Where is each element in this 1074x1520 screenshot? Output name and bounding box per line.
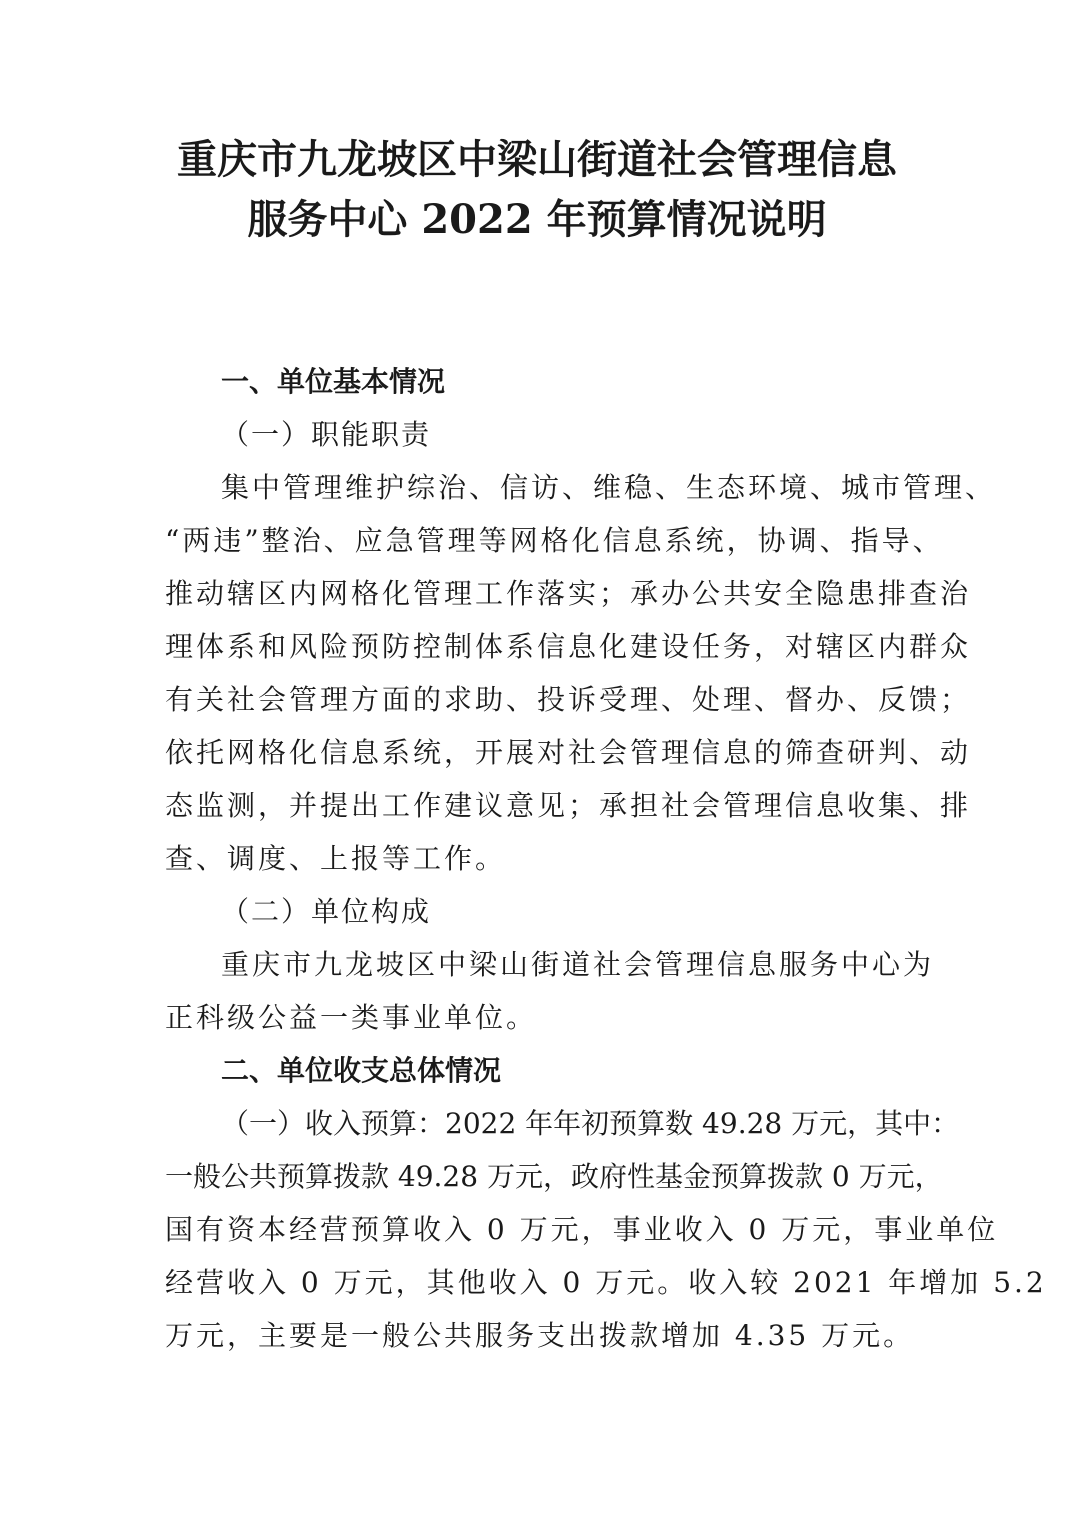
subsection-heading-composition: （二）单位构成 xyxy=(221,895,432,928)
paragraph-line: 一般公共预算拨款 49.28 万元，政府性基金预算拨款 0 万元， xyxy=(165,1160,943,1193)
section-heading-budget-overview: 二、单位收支总体情况 xyxy=(221,1054,502,1087)
paragraph-line: 推动辖区内网格化管理工作落实；承办公共安全隐患排查治 xyxy=(165,577,972,610)
paragraph-line: 查、调度、上报等工作。 xyxy=(165,842,507,875)
paragraph-duties xyxy=(165,461,997,885)
subsection-heading-duties: （一）职能职责 xyxy=(221,418,432,451)
document-title xyxy=(140,130,934,250)
paragraph-line: 经营收入 0 万元，其他收入 0 万元。收入较 2021 年增加 5.2 xyxy=(165,1266,1047,1299)
paragraph-line: 依托网格化信息系统，开展对社会管理信息的筛查研判、动 xyxy=(165,736,972,769)
paragraph-income-budget xyxy=(165,1097,1047,1362)
paragraph-line: “两违”整治、应急管理等网格化信息系统，协调、指导、 xyxy=(165,524,944,557)
paragraph-line: （一）收入预算：2022 年年初预算数 49.28 万元，其中： xyxy=(221,1107,960,1140)
paragraph-line: 态监测，并提出工作建议意见；承担社会管理信息收集、排 xyxy=(165,789,972,822)
title-line-1: 重庆市九龙坡区中梁山街道社会管理信息 xyxy=(177,136,897,183)
document-body xyxy=(165,355,1047,1362)
paragraph-line: 正科级公益一类事业单位。 xyxy=(165,1001,538,1034)
paragraph-line: 集中管理维护综治、信访、维稳、生态环境、城市管理、 xyxy=(221,471,997,504)
paragraph-line: 重庆市九龙坡区中梁山街道社会管理信息服务中心为 xyxy=(221,948,935,981)
paragraph-line: 有关社会管理方面的求助、投诉受理、处理、督办、反馈； xyxy=(165,683,972,716)
paragraph-line: 万元，主要是一般公共服务支出拨款增加 4.35 万元。 xyxy=(165,1319,915,1352)
paragraph-composition xyxy=(165,938,935,1044)
title-line-2: 服务中心 2022 年预算情况说明 xyxy=(247,196,827,243)
paragraph-line: 国有资本经营预算收入 0 万元，事业收入 0 万元，事业单位 xyxy=(165,1213,999,1246)
section-heading-basic-info: 一、单位基本情况 xyxy=(221,365,446,398)
paragraph-line: 理体系和风险预防控制体系信息化建设任务，对辖区内群众 xyxy=(165,630,972,663)
